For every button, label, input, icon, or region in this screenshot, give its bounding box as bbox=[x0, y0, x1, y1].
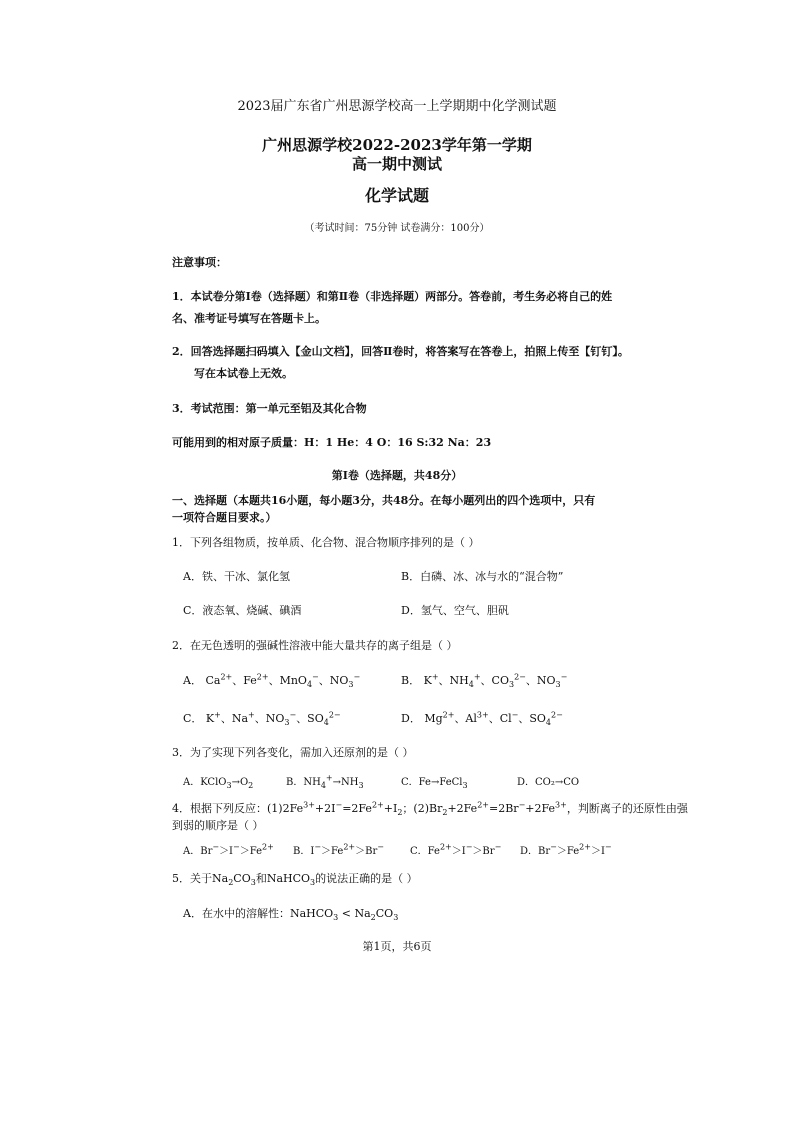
q4-option-c: C．$Fe^{2+}>I^->Br^-$ bbox=[410, 842, 502, 857]
q3-option-c: C．Fe→FeCl$_3$ bbox=[401, 777, 468, 790]
q2-option-c-label: C． bbox=[183, 712, 203, 725]
q5-stem-post: 的说法正确的是（ ） bbox=[315, 872, 418, 885]
q2-option-b-label: B． bbox=[401, 674, 421, 687]
q1-stem: 1．下列各组物质，按单质、化合物、混合物顺序排列的是（ ） bbox=[172, 536, 480, 549]
subject-title: 化学试题 bbox=[364, 186, 429, 205]
q4-option-b: B．$I^->Fe^{2+}>Br^-$ bbox=[293, 842, 384, 857]
q2-stem: 2．在无色透明的强碱性溶液中能大量共存的离子组是（ ） bbox=[172, 639, 458, 652]
q2-option-b: B． K+、$NH_4^+$、$CO_3^{2-}$、$NO_3^-$ bbox=[401, 672, 568, 690]
q1-option-a: A．铁、干冰、氯化氢 bbox=[183, 570, 290, 583]
part1-instruction-line1: 一、选择题（本题共16小题，每小题3分，共48分。在每小题列出的四个选项中，只有 bbox=[172, 494, 596, 507]
document-top-title: 2023届广东省广州思源学校高一上学期期中化学测试题 bbox=[237, 99, 557, 114]
q4-stem-post: ，判断离子的还原性由强 bbox=[566, 802, 688, 815]
q4-stem-line2: 到弱的顺序是（ ） bbox=[172, 819, 264, 832]
q2-option-d: D． $Mg^{2+}$、$Al^{3+}$、Cl−、$SO_4^{2-}$ bbox=[401, 710, 563, 728]
q4-option-d: D．$Br^->Fe^{2+}>I^-$ bbox=[520, 842, 612, 857]
atomic-mass-line: 可能用到的相对原子质量：H：1 He：4 O：16 S:32 Na：23 bbox=[172, 436, 492, 449]
q2-option-a-label: A． bbox=[183, 674, 202, 687]
q4-stem-line1: 4．根据下列反应：$(1)2Fe^{3+}+2I^-=2Fe^{2+}+I_2$；$(2)Br_2+2Fe^{2+}=2Br^-+2Fe^{3+}$，判断离子的还原性由强 bbox=[172, 800, 688, 818]
note-1-line1: 1．本试卷分第Ⅰ卷（选择题）和第Ⅱ卷（非选择题）两部分。答卷前，考生务必将自己的姓 bbox=[172, 290, 613, 303]
q3-option-d: D．CO₂→CO bbox=[517, 777, 580, 788]
note-2-line1: 2．回答选择题扫码填入【金山文档】，回答Ⅱ卷时，将答案写在答卷上，拍照上传至【钉钉】。 bbox=[172, 345, 629, 358]
q4-option-a: A．$Br^->I^->Fe^{2+}$ bbox=[183, 842, 274, 857]
q2-option-d-label: D． bbox=[401, 712, 421, 725]
page-footer: 第1页，共6页 bbox=[362, 940, 432, 953]
q3-option-c-label: C．Fe→FeCl bbox=[401, 777, 463, 788]
note-2-line2: 写在本试卷上无效。 bbox=[194, 367, 293, 380]
q5-stem-pre: 5．关于 bbox=[172, 872, 212, 885]
q1-option-b: B．白磷、冰、冰与水的“混合物” bbox=[401, 570, 564, 583]
part1-instruction-line2: 一项符合题目要求。） bbox=[172, 511, 277, 524]
q3-option-a: A．$KClO_3\to O_2$ bbox=[183, 777, 254, 790]
q5-stem: 5．关于$Na_2CO_3$和NaHCO$_3$的说法正确的是（ ） bbox=[172, 872, 418, 888]
school-line: 广州思源学校2022-2023学年第一学期 bbox=[262, 136, 532, 154]
part1-title: 第Ⅰ卷（选择题，共48分） bbox=[331, 469, 463, 482]
q5-stem-mid: 和 bbox=[255, 872, 267, 885]
exam-info: （考试时间：75分钟 试卷满分：100分） bbox=[304, 223, 490, 234]
notes-heading: 注意事项： bbox=[172, 256, 227, 269]
q2-option-c: C． K+、Na+、$NO_3^-$、$SO_4^{2-}$ bbox=[183, 710, 341, 728]
exam-line: 高一期中测试 bbox=[351, 155, 442, 173]
q5-option-a: A．在水中的溶解性：NaHCO$_3$ < $Na_2CO_3$ bbox=[183, 907, 399, 923]
q3-option-a-label: A．KClO bbox=[183, 777, 227, 788]
q2-option-a: A． $Ca^{2+}$、$Fe^{2+}$、MnO$_4$−、$NO_3^-$ bbox=[183, 672, 361, 690]
q3-stem: 3．为了实现下列各变化，需加入还原剂的是（ ） bbox=[172, 746, 414, 759]
q1-option-c: C．液态氧、烧碱、碘酒 bbox=[183, 604, 302, 617]
q5-option-a-pre: A．在水中的溶解性： bbox=[183, 907, 290, 920]
q1-option-d: D．氢气、空气、胆矾 bbox=[401, 604, 509, 617]
q4-stem-pre: 4．根据下列反应： bbox=[172, 802, 267, 815]
note-1-line2: 名、准考证号填写在答题卡上。 bbox=[172, 312, 326, 325]
q3-option-b: B．$NH_4^+\to NH_3$ bbox=[286, 773, 364, 790]
note-3: 3．考试范围：第一单元至铝及其化合物 bbox=[172, 402, 367, 415]
